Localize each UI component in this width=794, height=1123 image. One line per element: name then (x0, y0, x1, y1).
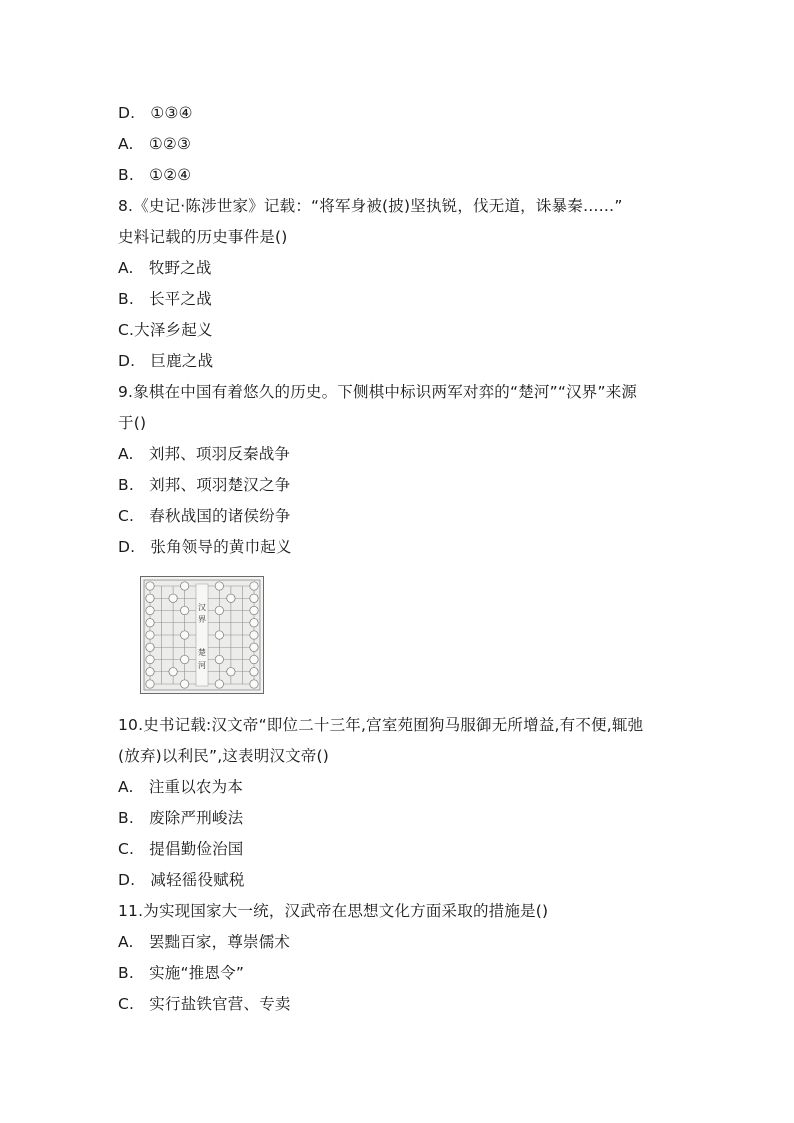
option-text: ①②④ (149, 166, 192, 184)
chess-piece (146, 631, 154, 639)
option-q7-d (118, 103, 193, 123)
question-11-stem-line1: 11.为实现国家大一统，汉武帝在思想文化方面采取的措施是() (118, 902, 549, 920)
option-letter: A. (118, 259, 134, 277)
question-9-stem-line1: 9.象棋在中国有着悠久的历史。下侧棋中标识两军对弈的“楚河”“汉界”来源 (118, 383, 638, 401)
chess-piece (227, 668, 235, 676)
option-letter: A. (118, 933, 134, 951)
option-text: 减轻徭役赋税 (150, 871, 245, 889)
option-q10-c (118, 839, 244, 859)
chess-piece (215, 655, 223, 663)
chess-piece (250, 606, 258, 614)
option-text: 提倡勤俭治国 (149, 840, 244, 858)
option-letter: D. (118, 871, 136, 889)
option-text: 刘邦、项羽楚汉之争 (149, 476, 291, 494)
option-letter: B. (118, 290, 134, 308)
chess-piece (215, 631, 223, 639)
chess-piece (215, 606, 223, 614)
chess-piece (250, 582, 258, 590)
option-letter: B. (118, 809, 134, 827)
chess-piece (169, 594, 177, 602)
option-letter: B. (118, 964, 134, 982)
option-letter: A. (118, 135, 134, 153)
chess-piece (180, 680, 188, 688)
question-9-stem-line2: 于() (118, 414, 147, 432)
chess-piece (180, 582, 188, 590)
option-text: 废除严刑峻法 (149, 809, 244, 827)
option-letter: B. (118, 476, 134, 494)
option-q7-b (118, 165, 191, 185)
option-text: ①③④ (150, 104, 193, 122)
option-letter: C. (118, 995, 135, 1013)
river-band (196, 584, 208, 686)
option-text: ①②③ (148, 135, 192, 153)
option-letter: A. (118, 445, 134, 463)
chess-piece (250, 643, 258, 651)
option-q9-c (118, 506, 291, 526)
option-text: 张角领导的黄巾起义 (150, 538, 292, 556)
option-q8-d (118, 351, 213, 371)
option-q9-b (118, 475, 290, 495)
chess-piece (227, 594, 235, 602)
option-text: 长平之战 (149, 290, 212, 308)
option-text: 巨鹿之战 (150, 352, 214, 370)
chess-piece (215, 680, 223, 688)
chess-piece (250, 668, 258, 676)
option-letter: C. (118, 840, 135, 858)
question-8-stem-line2: 史料记载的历史事件是() (118, 228, 288, 246)
chess-piece (146, 606, 154, 614)
chess-piece (180, 631, 188, 639)
chess-piece (250, 680, 258, 688)
option-letter: C. (118, 321, 135, 339)
chess-piece (169, 668, 177, 676)
chess-piece (146, 680, 154, 688)
option-text: 刘邦、项羽反秦战争 (148, 445, 291, 463)
option-letter: A. (118, 778, 134, 796)
option-letter: D. (118, 104, 136, 122)
question-10-stem-line1: 10.史书记载:汉文帝“即位二十三年,宫室苑囿狗马服御无所增益,有不便,辄弛 (118, 716, 644, 734)
chess-piece (180, 655, 188, 663)
option-text: 注重以农为本 (148, 778, 244, 796)
option-q11-a (118, 932, 290, 952)
option-q10-b (118, 808, 243, 828)
chess-piece (250, 619, 258, 627)
question-8-stem-line1: 8.《史记·陈涉世家》记载：“将军身被(披)坚执锐，伐无道，诛暴秦……” (118, 197, 623, 215)
chess-piece (146, 643, 154, 651)
option-q9-a (118, 444, 290, 464)
option-text: 实施“推恩令” (149, 964, 245, 982)
chess-piece (146, 594, 154, 602)
option-q7-a (118, 134, 191, 154)
chess-piece (146, 655, 154, 663)
chess-piece (180, 606, 188, 614)
option-q11-b (118, 963, 244, 983)
chess-piece (250, 594, 258, 602)
option-letter: C. (118, 507, 135, 525)
option-text: 大泽乡起义 (134, 321, 213, 339)
chess-piece (146, 668, 154, 676)
question-10-stem-line2: (放弃)以利民”,这表明汉文帝() (118, 747, 330, 765)
chess-piece (250, 655, 258, 663)
option-q11-c (118, 994, 291, 1014)
option-q9-d (118, 537, 292, 557)
option-q8-c (118, 320, 213, 340)
river-char-chu: 楚 (198, 648, 206, 657)
option-letter: B. (118, 166, 134, 184)
option-letter: D. (118, 538, 136, 556)
chess-piece (250, 631, 258, 639)
chess-piece (146, 582, 154, 590)
option-letter: D. (118, 352, 136, 370)
option-text: 牧野之战 (148, 259, 212, 277)
option-text: 春秋战国的诸侯纷争 (149, 507, 291, 525)
xiangqi-board-figure (140, 576, 264, 694)
option-q10-d (118, 870, 245, 890)
option-text: 罢黜百家，尊崇儒术 (148, 933, 291, 951)
chess-piece (146, 619, 154, 627)
option-q8-a (118, 258, 212, 278)
option-q8-b (118, 289, 212, 309)
option-text: 实行盐铁官营、专卖 (149, 995, 291, 1013)
river-char-han: 汉 (198, 603, 206, 612)
river-char-he: 河 (198, 661, 206, 670)
chess-piece (215, 582, 223, 590)
option-q10-a (118, 777, 243, 797)
river-char-jie: 界 (198, 615, 206, 624)
